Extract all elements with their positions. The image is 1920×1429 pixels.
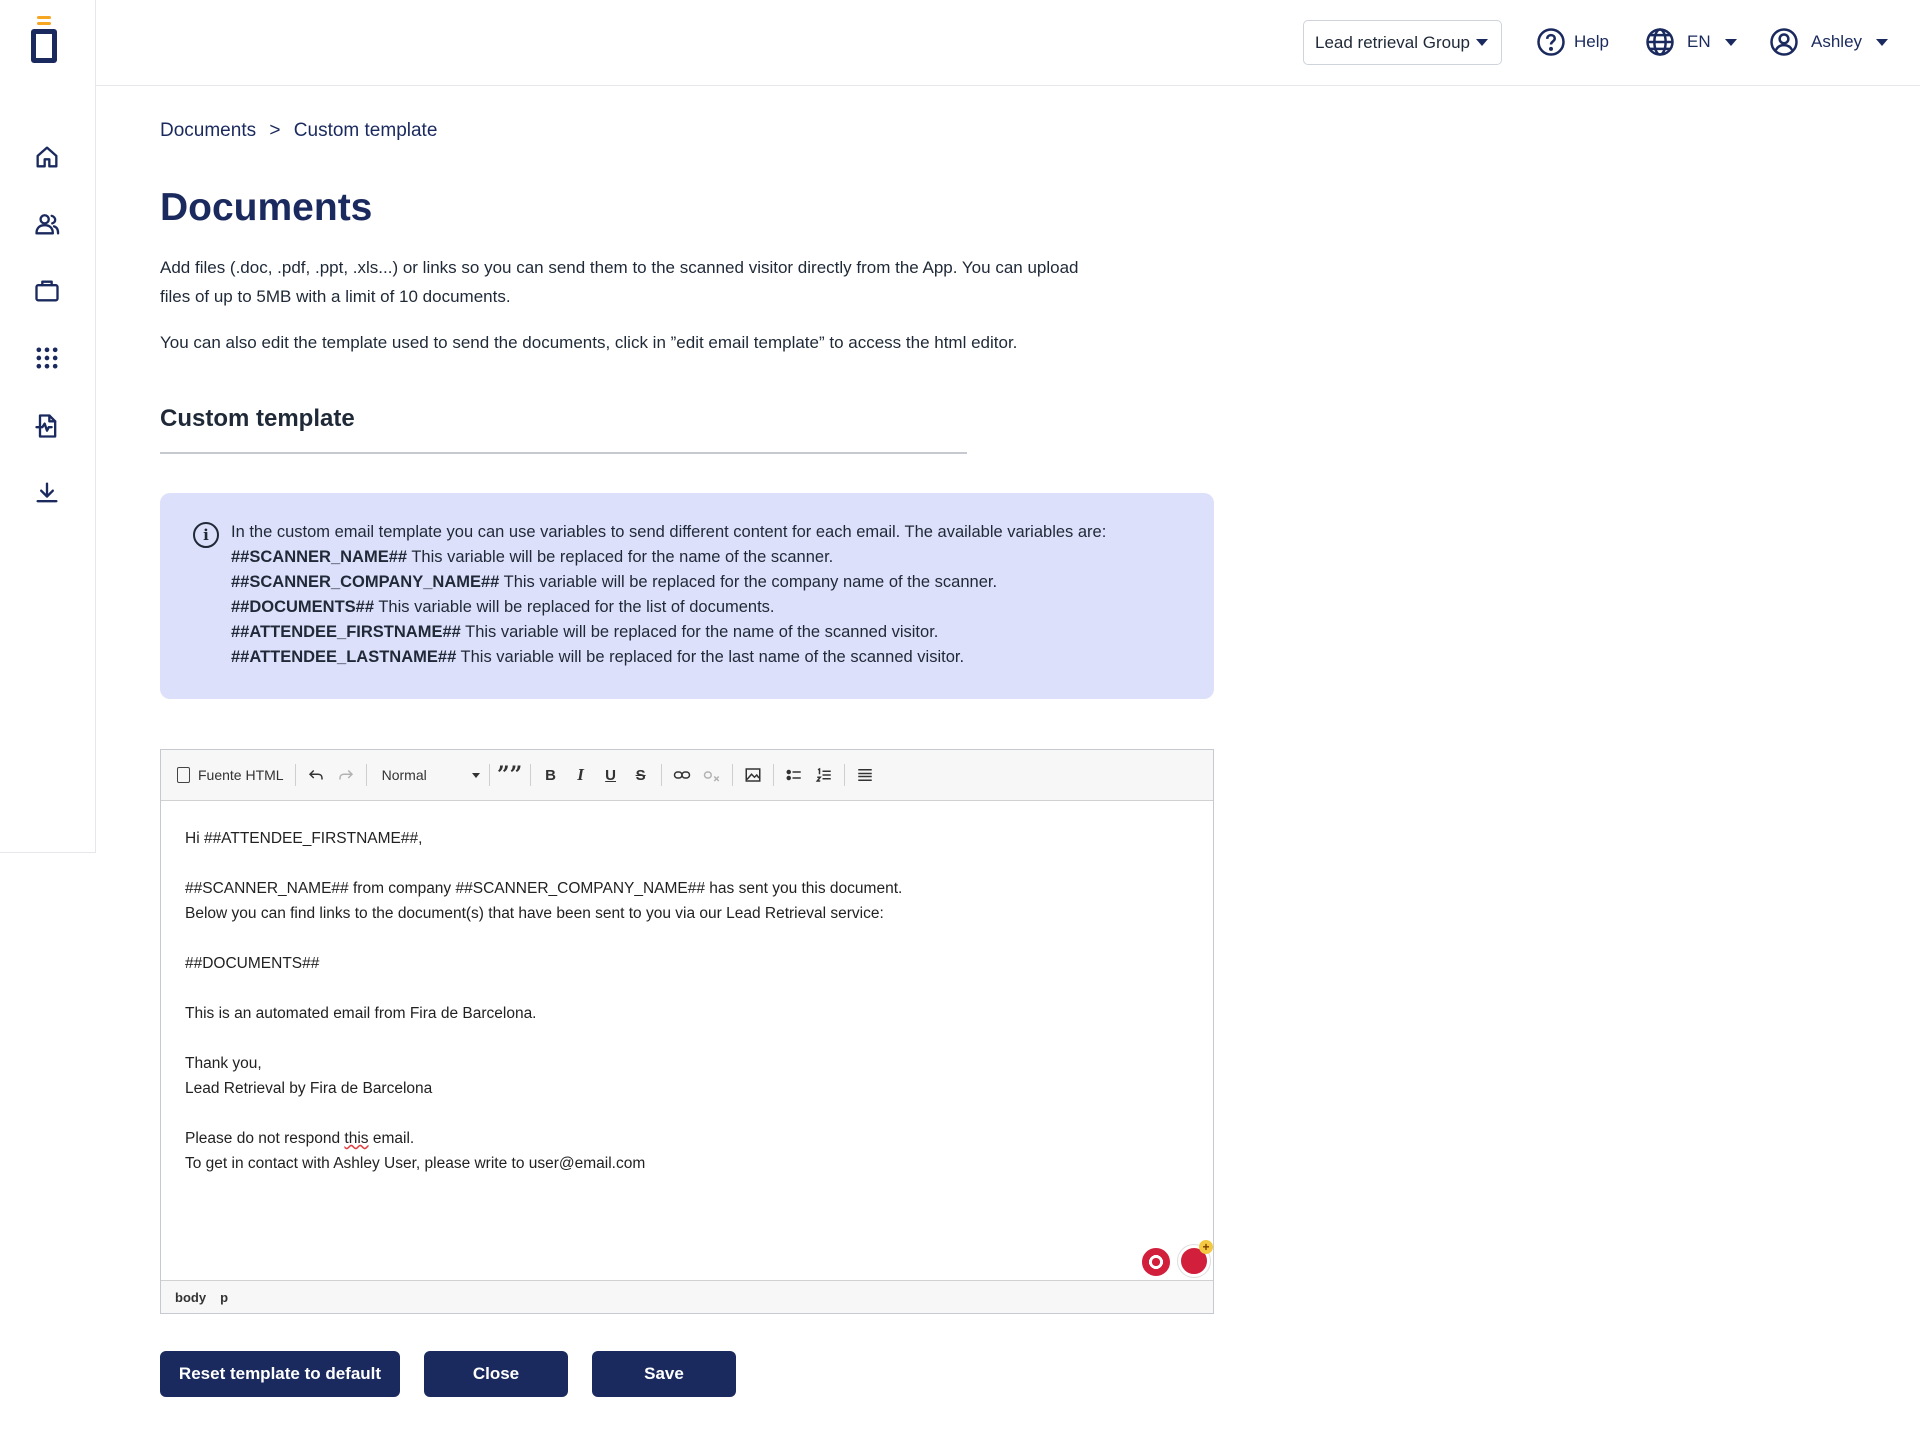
variable-desc: This variable will be replaced for the name of the scanned visitor. <box>460 623 939 641</box>
user-menu[interactable] <box>1769 22 1888 62</box>
toolbar-separator <box>661 764 662 786</box>
email-text: email. <box>368 1130 415 1147</box>
breadcrumb-current: Custom template <box>293 120 438 141</box>
image-button[interactable] <box>738 760 768 790</box>
help-icon <box>1536 27 1566 57</box>
variable-desc: This variable will be replaced for the name of the scanner. <box>407 548 834 566</box>
italic-button[interactable]: I <box>577 765 584 784</box>
toolbar-separator <box>732 764 733 786</box>
variable-desc: This variable will be replaced for the company name of the scanner. <box>499 573 998 591</box>
toolbar-separator <box>530 764 531 786</box>
description-line-2: files of up to 5MB with a limit of 10 documents. <box>160 287 511 306</box>
variable-desc: This variable will be replaced for the last name of the scanned visitor. <box>456 648 965 666</box>
email-line-empty <box>185 976 1189 1001</box>
link-button[interactable] <box>667 760 697 790</box>
spellcheck-marked-word[interactable]: this <box>344 1130 369 1147</box>
breadcrumb-documents[interactable]: Documents <box>160 120 257 141</box>
chevron-down-icon <box>472 773 480 778</box>
variable-name: ##SCANNER_COMPANY_NAME## <box>231 573 500 591</box>
info-variable-row <box>231 595 1194 620</box>
info-intro: In the custom email template you can use variables to send different content for each email. The available variables are: <box>231 523 1107 541</box>
info-icon: i <box>193 522 219 548</box>
reset-template-button[interactable]: Reset template to default <box>160 1351 400 1397</box>
user-avatar-icon <box>1769 27 1799 57</box>
blockquote-button[interactable]: ”” <box>496 762 523 788</box>
toolbar-separator <box>844 764 845 786</box>
help-button[interactable] <box>1536 22 1609 62</box>
editor-element-path <box>161 1280 1213 1313</box>
email-line: This is an automated email from Fira de Barcelona. <box>185 1005 537 1022</box>
toolbar-separator <box>366 764 367 786</box>
email-line: Lead Retrieval by Fira de Barcelona <box>185 1080 433 1097</box>
briefcase-icon[interactable] <box>32 276 62 306</box>
section-title: Custom template <box>160 405 355 432</box>
numbered-list-icon <box>815 766 833 784</box>
language-select[interactable] <box>1645 22 1737 62</box>
email-line: Below you can find links to the document(s) that have been sent to you via our Lead Retrieval service: <box>185 905 884 922</box>
link-icon <box>673 766 691 784</box>
horizontal-rule-icon <box>856 766 874 784</box>
redo-button[interactable] <box>331 760 361 790</box>
bulleted-list-button[interactable] <box>779 760 809 790</box>
format-select-value: Normal <box>381 767 427 783</box>
underline-button[interactable]: U <box>605 766 617 784</box>
target-extension-icon[interactable] <box>1142 1248 1170 1276</box>
chevron-down-icon <box>1725 39 1737 46</box>
numbered-list-button[interactable] <box>809 760 839 790</box>
strikethrough-button[interactable]: S <box>635 766 646 784</box>
toolbar-separator <box>489 764 490 786</box>
email-line-empty <box>185 851 1189 876</box>
source-html-button[interactable] <box>177 760 290 790</box>
download-icon[interactable] <box>32 478 62 508</box>
page-title: Documents <box>160 186 373 229</box>
email-line-empty <box>185 1026 1189 1051</box>
page-description <box>160 253 1140 311</box>
source-html-label: Fuente HTML <box>198 767 284 783</box>
top-bar <box>96 0 1920 86</box>
variable-name: ##ATTENDEE_LASTNAME## <box>231 648 457 666</box>
page-description-2: You can also edit the template used to send the documents, click in ”edit email template” to access the html editor. <box>160 333 1018 352</box>
variable-name: ##DOCUMENTS## <box>231 598 375 616</box>
group-select-value: Lead retrieval Group <box>1315 32 1470 52</box>
documents-icon[interactable] <box>32 411 62 441</box>
undo-button[interactable] <box>301 760 331 790</box>
variable-name: ##ATTENDEE_FIRSTNAME## <box>231 623 461 641</box>
source-icon <box>177 767 190 783</box>
grammar-extension-icon[interactable] <box>1178 1245 1210 1277</box>
info-variable-row <box>231 645 1194 670</box>
variable-desc: This variable will be replaced for the list of documents. <box>374 598 775 616</box>
info-variable-row <box>231 545 1194 570</box>
image-icon <box>744 766 762 784</box>
undo-icon <box>307 766 325 784</box>
sidebar <box>0 0 96 853</box>
description-line-1: Add files (.doc, .pdf, .ppt, .xls...) or links so you can send them to the scanned visitor directly from the App. You can upload <box>160 258 1079 277</box>
bulleted-list-icon <box>785 766 803 784</box>
breadcrumb-separator: > <box>269 120 281 141</box>
toolbar-separator <box>773 764 774 786</box>
email-line: Hi ##ATTENDEE_FIRSTNAME##, <box>185 830 423 847</box>
chevron-down-icon <box>1876 39 1888 46</box>
email-line-empty <box>185 926 1189 951</box>
variable-name: ##SCANNER_NAME## <box>231 548 408 566</box>
editor-toolbar <box>161 750 1213 801</box>
email-line-empty <box>185 1101 1189 1126</box>
save-button[interactable]: Save <box>592 1351 736 1397</box>
info-variable-row <box>231 620 1194 645</box>
section-divider <box>160 452 967 454</box>
group-select[interactable] <box>1303 20 1502 65</box>
help-label: Help <box>1574 32 1609 51</box>
user-name: Ashley <box>1811 32 1863 51</box>
horizontal-rule-button[interactable] <box>850 760 880 790</box>
globe-icon <box>1645 27 1675 57</box>
email-line <box>185 1126 1189 1151</box>
path-p[interactable]: p <box>220 1289 229 1305</box>
email-line: ##DOCUMENTS## <box>185 955 320 972</box>
email-line: Thank you, <box>185 1055 262 1072</box>
editor-content-area[interactable] <box>161 802 1213 1282</box>
format-select[interactable] <box>372 760 484 790</box>
breadcrumb <box>160 120 445 142</box>
home-icon[interactable] <box>32 142 62 172</box>
apps-grid-icon[interactable] <box>32 343 62 373</box>
close-button[interactable]: Close <box>424 1351 568 1397</box>
redo-icon <box>337 766 355 784</box>
toolbar-separator <box>295 764 296 786</box>
users-icon[interactable] <box>32 209 62 239</box>
info-box <box>160 493 1214 699</box>
email-text: Please do not respond <box>185 1130 345 1147</box>
app-logo[interactable] <box>27 16 61 66</box>
browser-extension-icons <box>1142 1245 1213 1277</box>
unlink-icon <box>703 766 721 784</box>
email-line: To get in contact with Ashley User, please write to user@email.com <box>185 1155 646 1172</box>
unlink-button[interactable] <box>697 760 727 790</box>
email-line: ##SCANNER_NAME## from company ##SCANNER_COMPANY_NAME## has sent you this document. <box>185 880 903 897</box>
language-label: EN <box>1687 32 1711 51</box>
email-template-editor <box>160 749 1214 1314</box>
info-variable-row <box>231 570 1194 595</box>
bold-button[interactable]: B <box>545 766 557 784</box>
path-body[interactable]: body <box>175 1289 207 1305</box>
chevron-down-icon <box>1476 39 1488 46</box>
